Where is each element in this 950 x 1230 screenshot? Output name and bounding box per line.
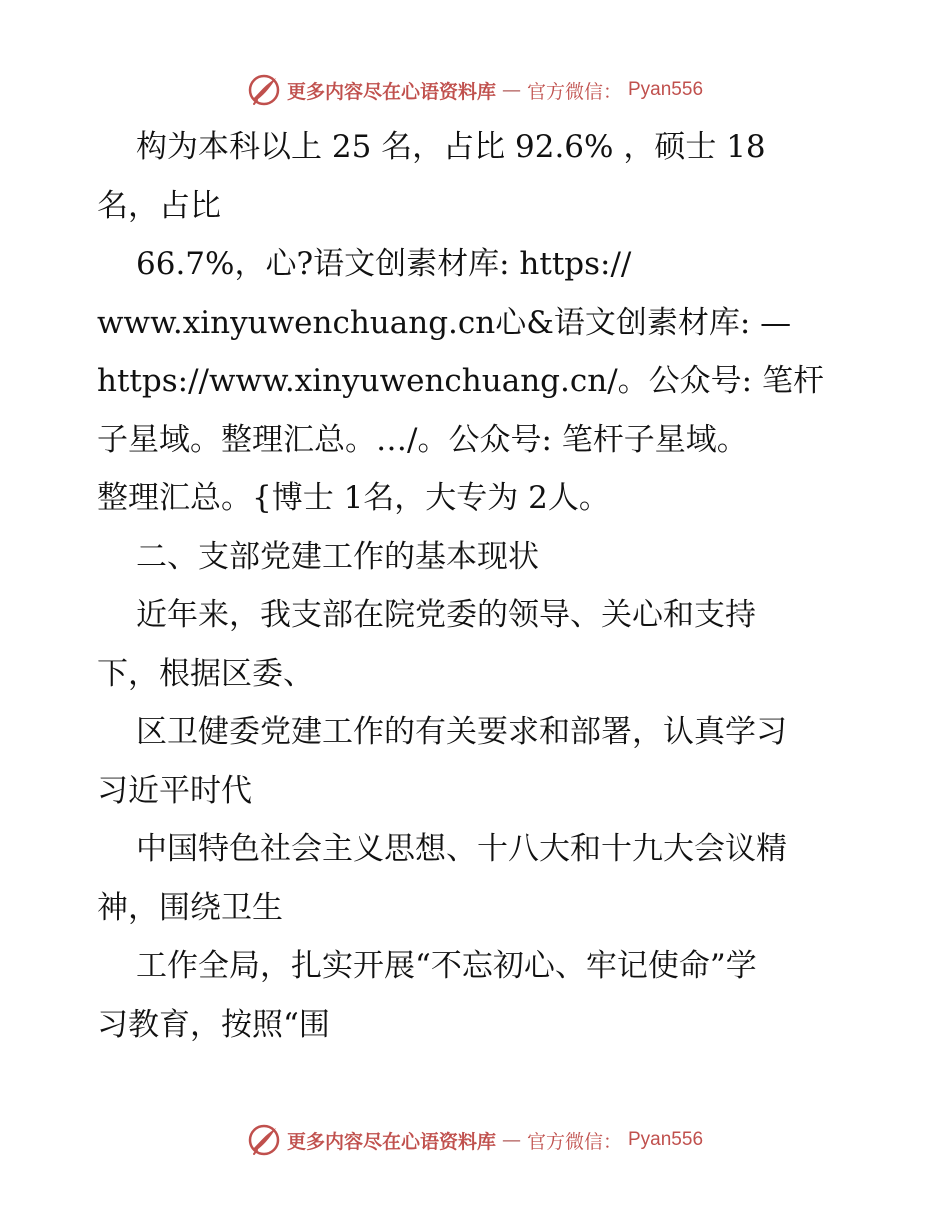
text-line: 神，围绕卫生 <box>97 889 283 926</box>
section-heading: 二、支部党建工作的基本现状 <box>136 538 539 575</box>
banner-slogan: 更多内容尽在心语资料库 <box>286 80 496 103</box>
text-line: www.xinyuwenchuang.cn心&语文创素材库: — <box>97 304 792 341</box>
text-line: 66.7%，心?语文创素材库: https:// <box>136 246 632 282</box>
document-body <box>97 118 857 1054</box>
text-line: 习近平时代 <box>97 772 252 809</box>
text-line: 名，占比 <box>97 187 221 224</box>
banner-wechat-id: Pyan556 <box>628 1129 704 1150</box>
text-line: 构为本科以上 25 名，占比 92.6% ，硕士 18 <box>136 129 766 165</box>
text-line: 整理汇总。{博士 1名，大专为 2人。 <box>97 480 610 516</box>
text-line: 工作全局，扎实开展“不忘初心、牢记使命”学 <box>136 948 757 984</box>
quill-pen-logo-icon <box>247 1123 281 1157</box>
text-line: 习教育，按照“围 <box>97 1006 330 1043</box>
header-banner <box>0 68 950 112</box>
text-line: 区卫健委党建工作的有关要求和部署，认真学习 <box>136 714 787 750</box>
text-line: 近年来，我支部在院党委的领导、关心和支持 <box>136 597 756 633</box>
text-line: 下，根据区委、 <box>97 655 314 692</box>
banner-separator: — <box>501 1129 521 1151</box>
banner-wechat-id: Pyan556 <box>628 79 704 100</box>
footer-banner <box>0 1118 950 1162</box>
banner-separator: — <box>501 79 521 101</box>
banner-wechat-label: 官方微信： <box>526 80 622 103</box>
text-line: https://www.xinyuwenchuang.cn/。公众号: 笔杆 <box>97 363 824 399</box>
text-line: 子星域。整理汇总。…/。公众号: 笔杆子星域。 <box>97 421 748 458</box>
quill-pen-logo-icon <box>247 73 281 107</box>
banner-slogan: 更多内容尽在心语资料库 <box>286 1130 496 1153</box>
banner-wechat-label: 官方微信： <box>526 1130 622 1153</box>
text-line: 中国特色社会主义思想、十八大和十九大会议精 <box>136 831 787 867</box>
